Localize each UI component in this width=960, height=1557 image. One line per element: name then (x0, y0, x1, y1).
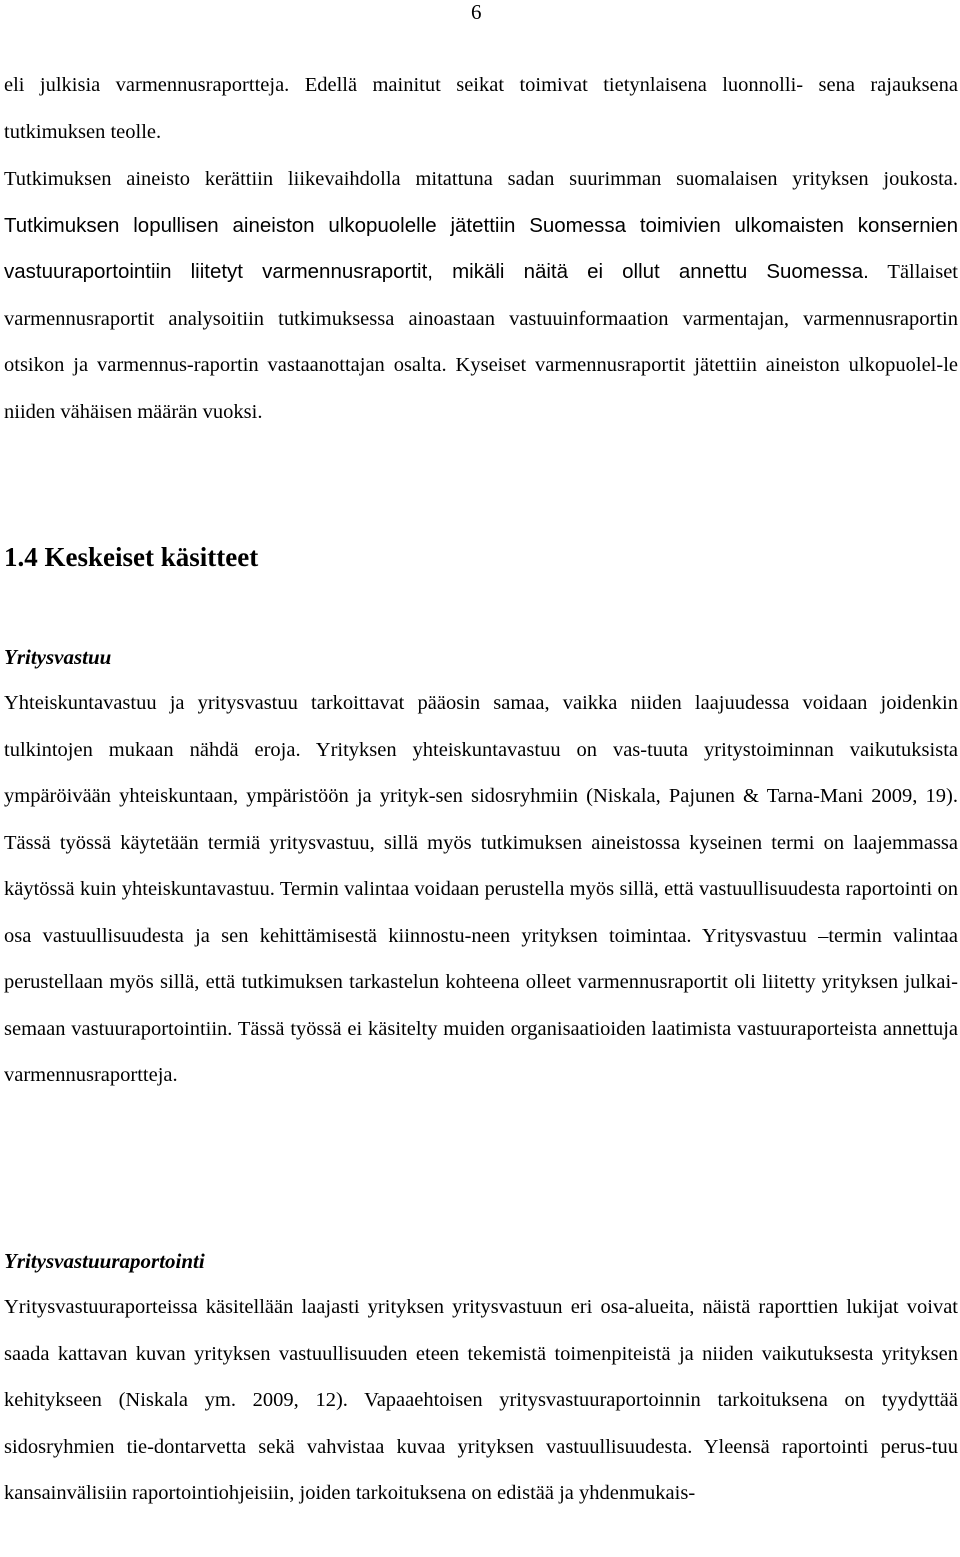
subheading-yritysvastuu: Yritysvastuu (4, 645, 112, 669)
intro-line-1: eli julkisia varmennusraportteja. Edellä mainitut seikat toimivat tietynlaisena luonnolli- (4, 74, 804, 96)
intro-text-sans: Tutkimuksen lopullisen aineiston ulkopuolelle jätettiin Suomessa toimivien ulkomaisten konsernien vastuuraportointiin liitetyt varmennusraportit, mikäli näitä ei ollut annettu Suomessa. (4, 213, 958, 283)
intro-paragraph-1 (4, 62, 958, 155)
intro-text-serif: Tutkimuksen aineisto kerättiin liikevaihdolla mitattuna sadan suurimman suomalaisen yrityksen joukosta. (4, 168, 958, 190)
page-number: 6 (471, 0, 482, 24)
intro-text-serif-2: Tällaiset varmennusraportit analysoitiin tutkimuksessa ainoastaan vastuuinformaation varmentajan, varmennusraportin otsikon ja varmennus-raportin vastaanottajan osalta. Kyseiset varmennusraportit jätettiin aineiston ulkopuolel-le niiden vähäisen määrän vuoksi. (4, 261, 959, 423)
intro-line-2: sena rajauksena tutkimuksen teolle. (4, 74, 959, 143)
paragraph-yritysvastuu: Yhteiskuntavastuu ja yritysvastuu tarkoittavat pääosin samaa, vaikka niiden laajuudessa voidaan joidenkin tulkintojen mukaan nähdä eroja. Yrityksen yhteiskuntavastuu on vas-tuuta yritystoiminnan vaikutuksista ympäröivään yhteiskuntaan, ympäristöön ja yrityk-sen sidosryhmiin (Niskala, Pajunen & Tarna-Mani 2009, 19). Tässä työssä käytetään termiä yritysvastuu, sillä myös tutkimuksen aineistossa kyseinen termi on laajemmassa käytössä kuin yhteiskuntavastuu. Termin valintaa voidaan perustella myös sillä, että vastuullisuudesta raportointi on osa vastuullisuudesta ja sen kehittämisestä kiinnostu-neen yrityksen toimintaa. Yritysvastuu –termin valintaa perustellaan myös sillä, että tutkimuksen tarkastelun kohteena olleet varmennusraportit oli liitetty yrityksen julkai-semaan vastuuraportointiin. Tässä työssä ei käsitelty muiden organisaatioiden laatimista vastuuraporteista annettuja varmennusraportteja. (4, 692, 958, 1086)
section-heading: 1.4 Keskeiset käsitteet (4, 542, 259, 572)
paragraph-yritysvastuuraportointi: Yritysvastuuraporteissa käsitellään laajasti yrityksen yritysvastuun eri osa-alueita, näistä raporttien lukijat voivat saada kattavan kuvan yrityksen vastuullisuuden eteen tekemistä toimenpiteistä ja niiden vaikutuksesta yrityksen kehitykseen (Niskala ym. 2009, 12). Vapaaehtoisen yritysvastuuraportoinnin tarkoituksena on tyydyttää sidosryhmien tie-dontarvetta sekä vahvistaa kuvaa yrityksen vastuullisuudesta. Yleensä raportointi perus-tuu kansainvälisiin raportointiohjeisiin, joiden tarkoituksena on edistää ja yhdenmukais- (4, 1296, 958, 1504)
subheading-yritysvastuuraportointi: Yritysvastuuraportointi (4, 1249, 205, 1273)
intro-paragraph-2 (4, 156, 958, 435)
